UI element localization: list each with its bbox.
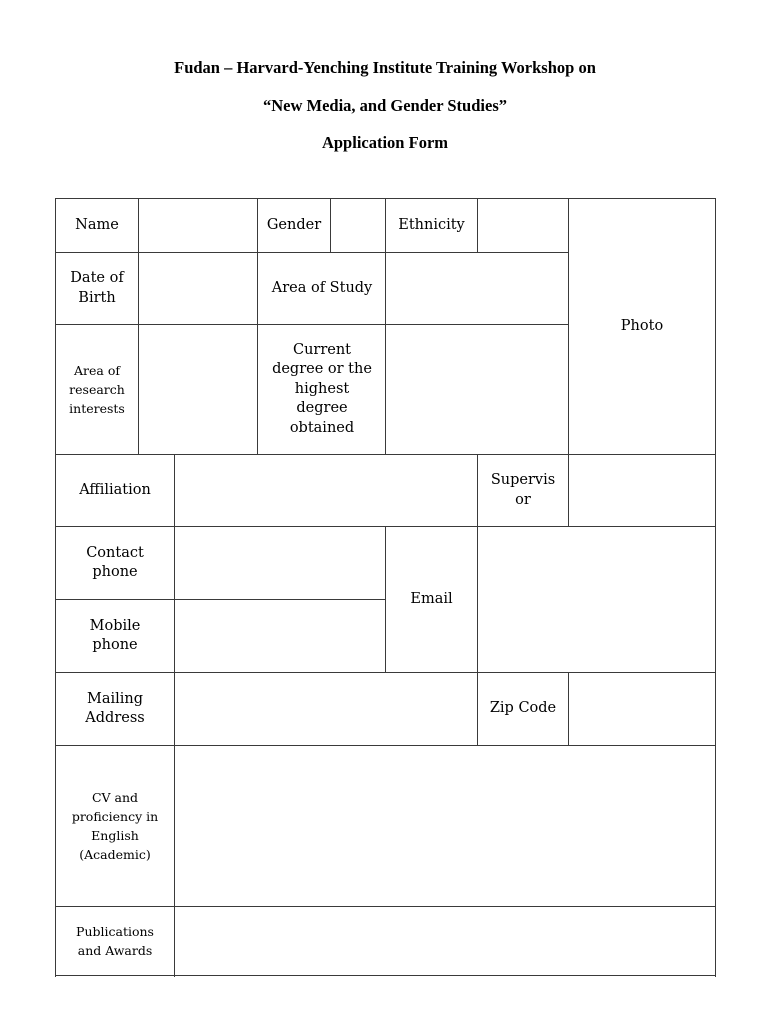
mailing-address-field[interactable] xyxy=(176,674,477,745)
ethnicity-field[interactable] xyxy=(479,199,568,252)
gender-field[interactable] xyxy=(332,199,385,252)
mobile-phone-field[interactable] xyxy=(176,601,385,672)
contact-phone-label: Contact phone xyxy=(86,544,144,580)
application-form-table xyxy=(55,198,716,977)
date-of-birth-field[interactable] xyxy=(139,254,257,324)
photo-area[interactable]: Photo xyxy=(620,317,664,334)
research-interests-field[interactable] xyxy=(139,326,257,454)
publications-label: Publications and Awards xyxy=(76,924,154,958)
mailing-address-label: Mailing Address xyxy=(85,690,145,726)
email-label: Email xyxy=(410,590,453,607)
name-label: Name xyxy=(75,216,119,233)
supervisor-label: Supervis or xyxy=(490,472,556,508)
mobile-phone-label: Mobile phone xyxy=(89,617,141,653)
contact-phone-field[interactable] xyxy=(176,528,385,599)
current-degree-label: Current degree or the highest degree obtained xyxy=(272,341,372,436)
gender-label: Gender xyxy=(266,216,322,233)
cv-field[interactable] xyxy=(176,747,715,906)
form-title-line-3: Application Form xyxy=(321,133,449,152)
zip-code-label: Zip Code xyxy=(489,700,557,717)
email-field[interactable] xyxy=(479,528,715,672)
zip-code-field[interactable] xyxy=(570,674,715,745)
current-degree-field[interactable] xyxy=(387,326,568,454)
name-field[interactable] xyxy=(139,199,257,252)
research-interests-label: Area of research interests xyxy=(69,363,125,416)
cv-label: CV and proficiency in English (Academic) xyxy=(71,790,159,862)
date-of-birth-label: Date of Birth xyxy=(70,270,124,306)
publications-field[interactable] xyxy=(176,908,715,975)
area-of-study-field[interactable] xyxy=(387,254,568,324)
affiliation-field[interactable] xyxy=(176,456,477,526)
ethnicity-label: Ethnicity xyxy=(398,216,465,233)
supervisor-field[interactable] xyxy=(570,456,715,526)
form-title-line-1: Fudan – Harvard-Yenching Institute Training Workshop on xyxy=(174,58,596,77)
area-of-study-label: Area of Study xyxy=(271,279,373,296)
affiliation-label: Affiliation xyxy=(79,481,151,498)
form-title-line-2: “New Media, and Gender Studies” xyxy=(262,96,507,115)
